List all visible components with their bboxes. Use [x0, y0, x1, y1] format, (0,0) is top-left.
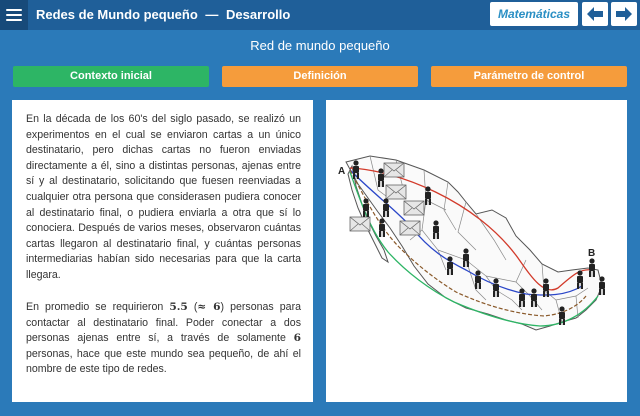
approx-value: ≈ 6	[197, 301, 221, 313]
envelope-icon	[350, 217, 370, 231]
mexico-map-illustration	[326, 100, 627, 402]
menu-icon-bar	[6, 14, 22, 16]
label-a: A	[338, 166, 346, 177]
title-separator: —	[205, 7, 219, 22]
top-bar	[0, 0, 640, 30]
menu-icon	[6, 9, 22, 11]
result-text-2: (	[187, 301, 198, 313]
envelope-icon	[404, 201, 424, 215]
average-value: 5.5	[169, 301, 188, 313]
result-text-3: ) personas para contactar al destinatario final. Poder conectar a dos personas ajenas entre sí, a través de solamente	[26, 301, 301, 345]
forward-button[interactable]	[611, 2, 637, 26]
person-icon	[379, 218, 385, 237]
envelope-icon	[400, 221, 420, 235]
context-paragraph: En la década de los 60's del siglo pasado, se realizó un experimentos en el cual se enviaron cartas a un único destinatario, pero dichas cartas no fueron enviadas directamente a él, sino a distintas personas, ajenas entre sí y al destinatario, solicitando que fuesen reenviadas a cualquier otra persona que considerasen pudiera conocer al destinatario final, o pudiera enviarla a otra que sí lo conociera. Después de varios meses, observaron cuántas cartas llegaron al destinatario final, y cuántas personas intermediarias habían sido necesarias para que la carta llegara.	[26, 113, 301, 281]
result-text-1: En promedio se requirieron	[26, 301, 170, 313]
tab-parametro-de-control[interactable]: Parámetro de control	[431, 66, 627, 87]
subject-label: Matemáticas	[497, 7, 571, 21]
arrow-left-icon	[585, 4, 605, 24]
text-panel	[12, 100, 313, 402]
section-title: Desarrollo	[226, 7, 291, 22]
tab-definicion[interactable]: Definición	[222, 66, 418, 87]
envelope-icon	[386, 185, 406, 199]
tab-contexto-inicial[interactable]: Contexto inicial	[13, 66, 209, 87]
envelope-icon	[384, 163, 404, 177]
mexico-outline	[346, 156, 602, 330]
back-button[interactable]	[582, 2, 608, 26]
app-title	[36, 7, 290, 22]
subject-badge	[490, 2, 578, 26]
lesson-title: Redes de Mundo pequeño	[36, 7, 198, 22]
person-icon	[599, 276, 605, 295]
menu-icon-bar	[6, 19, 22, 21]
result-text-4: personas, hace que este mundo sea pequeño, de ahí el nombre de este tipo de redes.	[26, 347, 301, 376]
result-paragraph	[26, 300, 301, 378]
label-b: B	[588, 248, 596, 259]
page-heading: Red de mundo pequeño	[250, 38, 390, 53]
arrow-right-icon	[614, 4, 634, 24]
menu-button[interactable]	[0, 0, 28, 30]
map-panel	[326, 100, 627, 402]
six-value: 6	[293, 332, 301, 345]
